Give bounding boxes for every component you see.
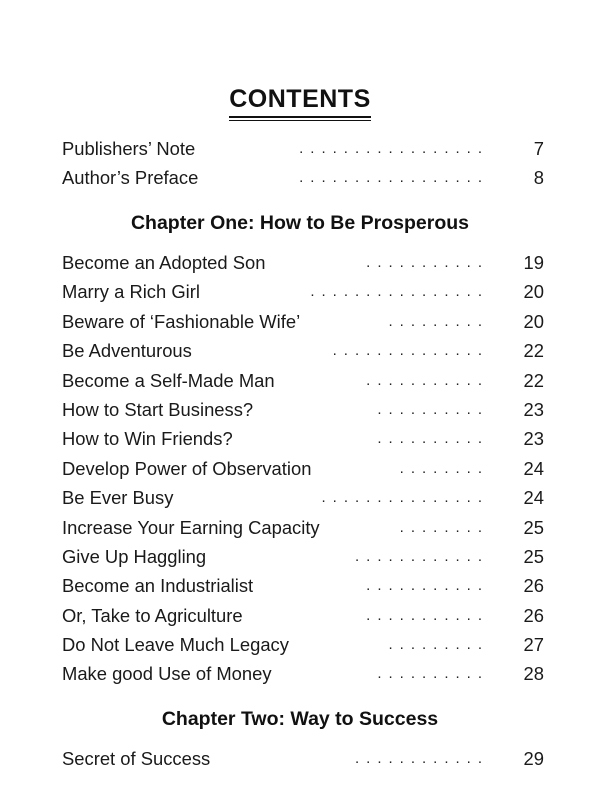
toc-entry-page: 26 [523,575,544,597]
leader-dots: ......... [388,312,489,330]
toc-entry [62,134,544,163]
toc-entry-page: 26 [523,604,544,626]
toc-entry-page: 24 [523,487,544,509]
toc-entry [62,659,544,688]
toc-entry-page: 25 [523,516,544,538]
leader-dots: ................. [299,169,489,187]
toc-entry [62,630,544,659]
toc-entry [62,513,544,542]
leader-dots: ............ [354,547,489,565]
toc-entry [62,277,544,306]
toc-entry [62,542,544,571]
toc-entry-label: Become an Industrialist [62,575,254,597]
toc-entry-label: Do Not Leave Much Legacy [62,634,289,656]
page-title: CONTENTS [229,85,371,113]
leader-dots: ........... [366,606,489,624]
toc-entry-label: How to Win Friends? [62,428,233,450]
toc-entry [62,366,544,395]
toc-entry-label: Be Adventurous [62,340,192,362]
toc-entry [62,454,544,483]
toc-entry [62,248,544,277]
chapter-one-list [62,248,544,689]
toc-entry-label: Or, Take to Agriculture [62,604,243,626]
toc-entry-page: 25 [523,545,544,567]
toc-entry-page: 22 [523,369,544,391]
toc-entry [62,395,544,424]
leader-dots: ............ [354,750,489,767]
leader-dots: ........... [366,577,489,595]
toc-entry-page: 23 [523,398,544,420]
toc-entry-page: 24 [523,457,544,479]
leader-dots: .......... [377,430,489,448]
toc-entry-page: 23 [523,428,544,450]
toc-entry [62,571,544,600]
leader-dots: ................ [310,283,489,301]
toc-entry-label: Make good Use of Money [62,663,272,685]
chapter-one-heading: Chapter One: How to Be Prosperous [130,212,470,234]
chapter-two-heading: Chapter Two: Way to Success [161,708,439,730]
toc-entry [62,307,544,336]
toc-entry-label: Publishers’ Note [62,138,196,159]
toc-entry [62,744,544,773]
toc-entry-page: 8 [533,167,544,189]
title-block [0,84,600,121]
leader-dots: ................. [299,140,489,157]
toc-entry-label: Be Ever Busy [62,487,174,509]
toc-entry [62,424,544,453]
front-matter-list [62,134,544,193]
toc-entry-page: 20 [523,310,544,332]
toc-entry [62,601,544,630]
toc-entry [62,336,544,365]
toc-entry [62,483,544,512]
toc-entry-page: 7 [533,138,544,159]
toc-entry-label: Marry a Rich Girl [62,281,200,303]
leader-dots: ........ [399,518,489,536]
toc-entry-label: Secret of Success [62,748,211,769]
toc-entry-label: Increase Your Earning Capacity [62,516,320,538]
toc-entry-page: 28 [523,663,544,685]
toc-entry-label: Beware of ‘Fashionable Wife’ [62,310,301,332]
toc-entry-label: Develop Power of Observation [62,457,312,479]
leader-dots: ........... [366,254,489,271]
toc-entry-page: 19 [523,252,544,273]
leader-dots: ......... [388,636,489,654]
title-underline [229,116,371,121]
toc-entry-label: Become a Self-Made Man [62,369,275,391]
toc-entry-label: Author’s Preface [62,167,199,189]
leader-dots: .............. [332,342,489,360]
leader-dots: .......... [377,400,489,418]
toc-entry-page: 22 [523,340,544,362]
leader-dots: ............... [321,489,489,507]
chapter-two-list [62,744,544,773]
toc-entry-label: Give Up Haggling [62,545,207,567]
leader-dots: ........ [399,459,489,477]
toc-entry-page: 29 [523,748,544,769]
toc-entry [62,163,544,192]
toc-entry-page: 20 [523,281,544,303]
toc-entry-label: How to Start Business? [62,398,254,420]
leader-dots: .......... [377,665,489,683]
toc-entry-page: 27 [523,634,544,656]
leader-dots: ........... [366,371,489,389]
toc-entry-label: Become an Adopted Son [62,252,266,273]
